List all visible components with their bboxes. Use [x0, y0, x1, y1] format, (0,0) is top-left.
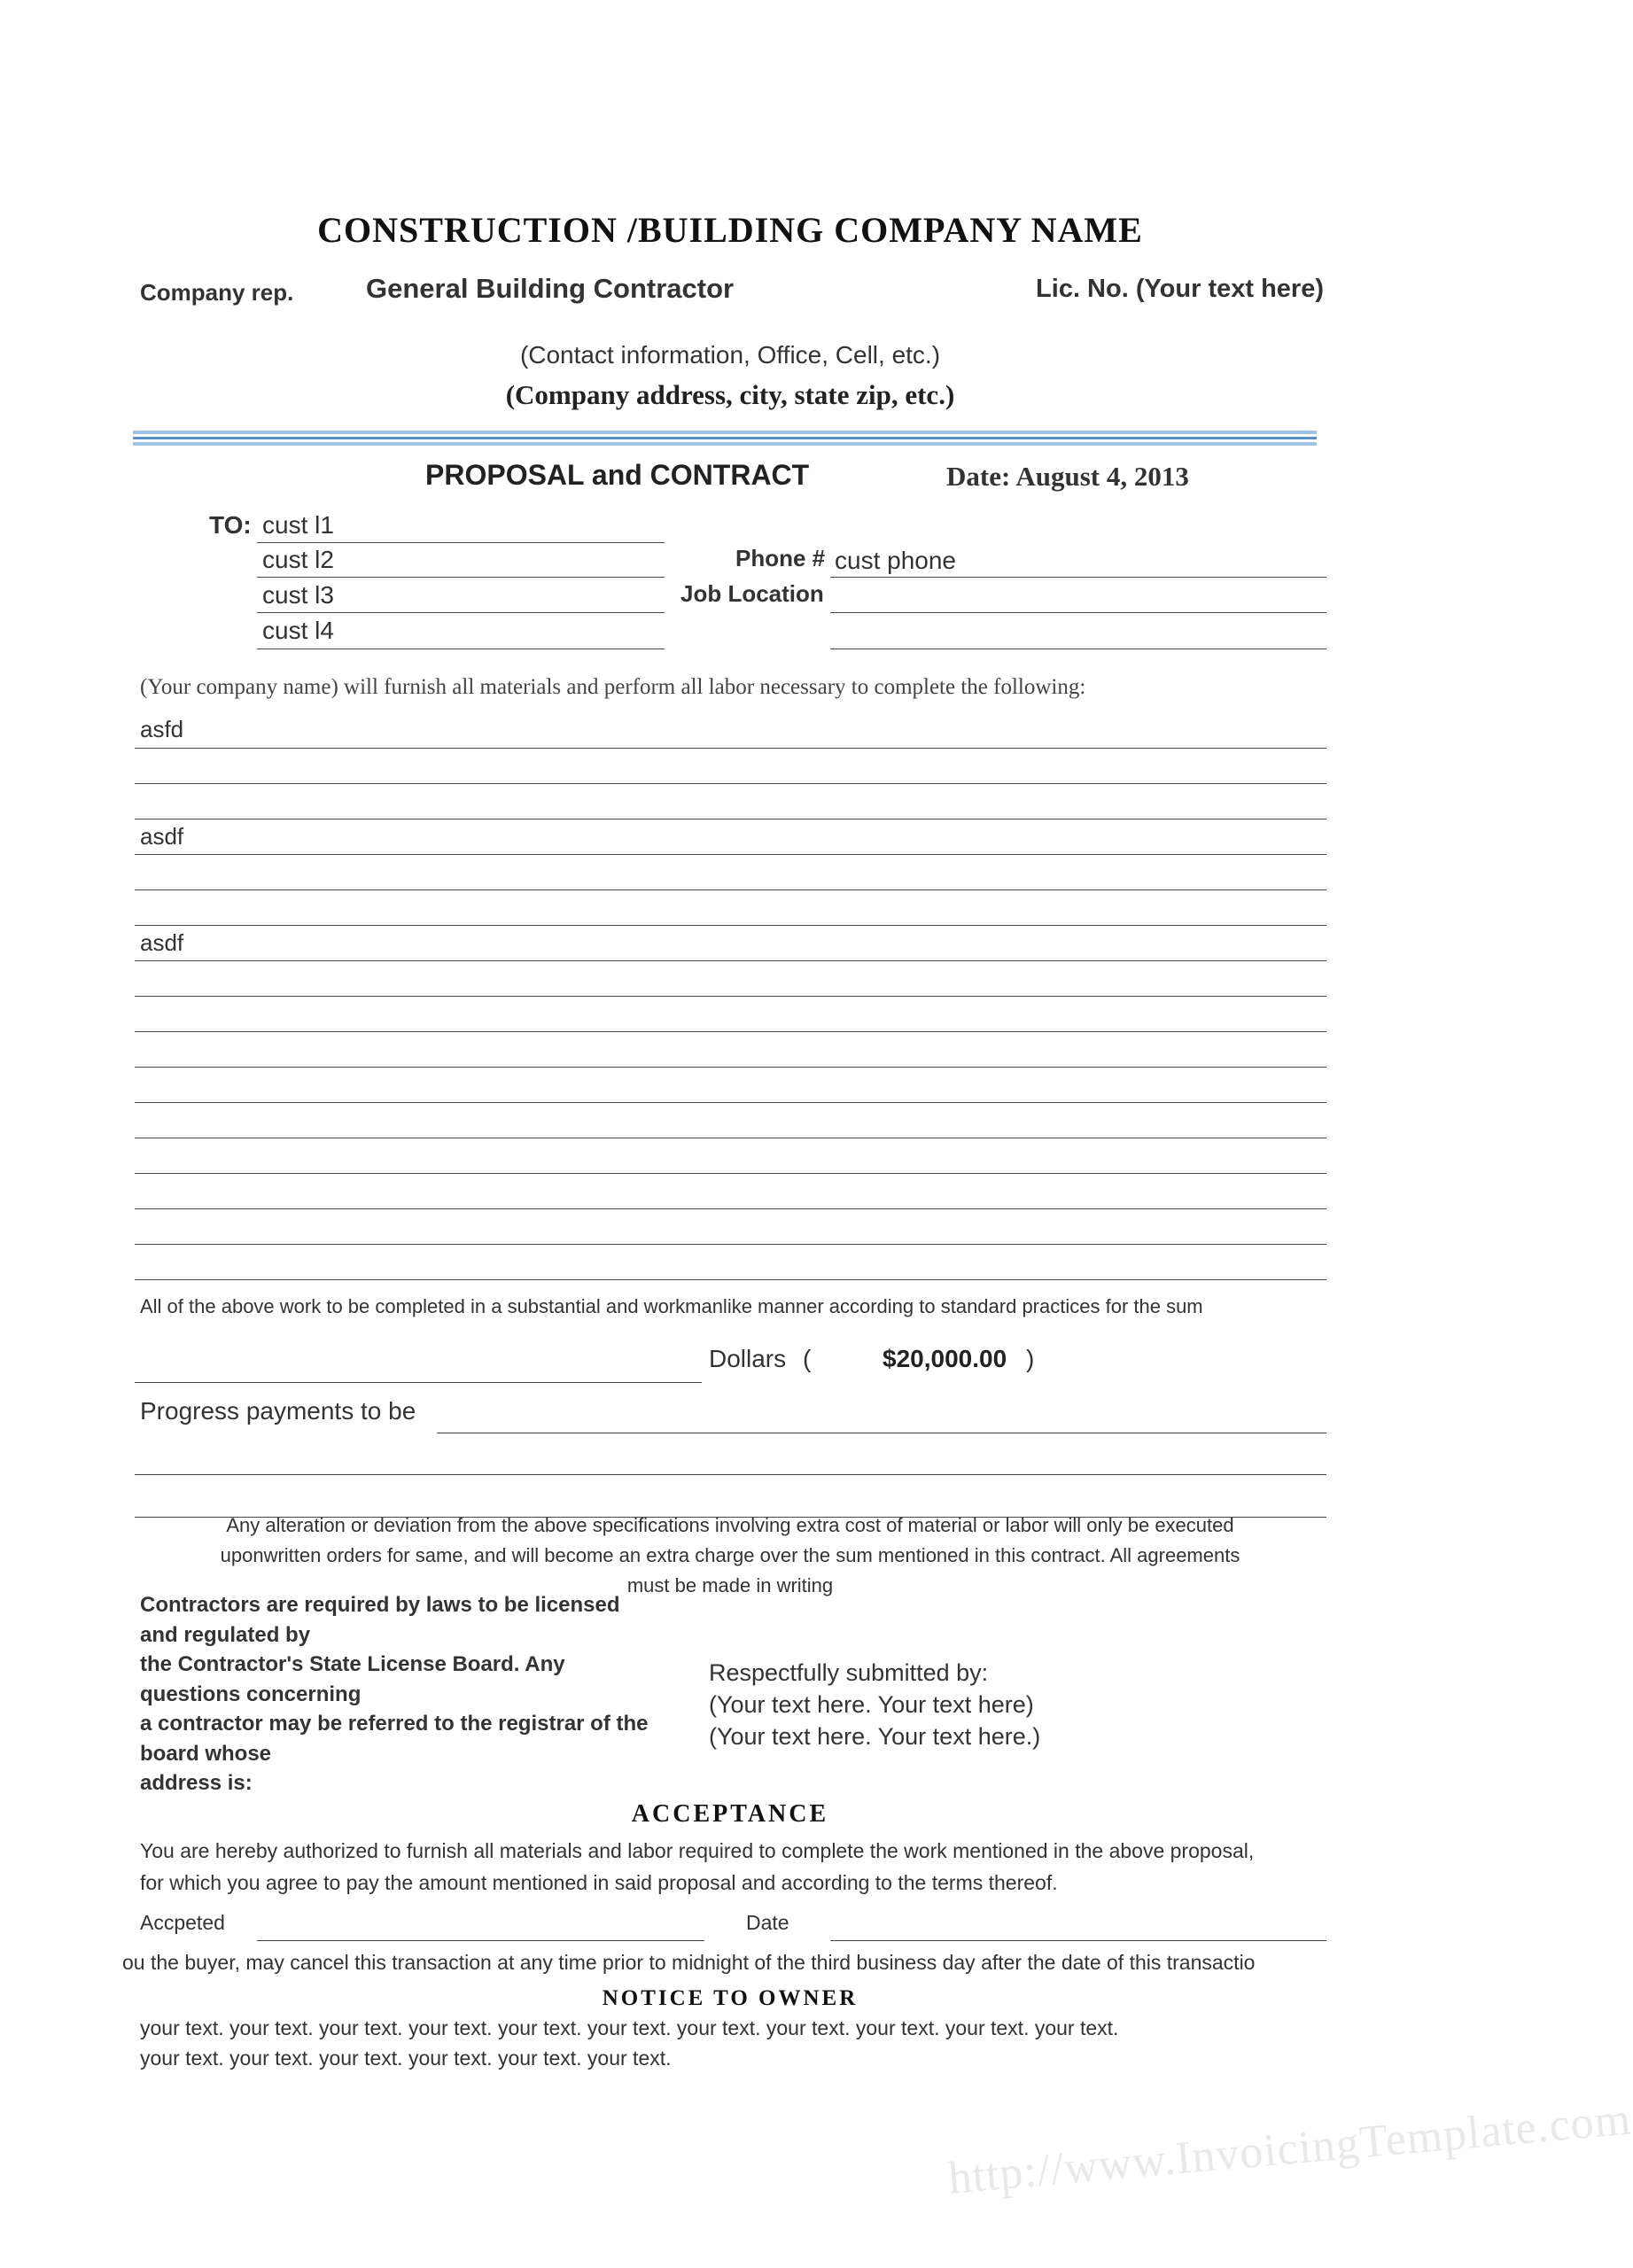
acceptance-date-line[interactable]: [830, 1940, 1326, 1941]
proposal-title: PROPOSAL and CONTRACT: [425, 459, 810, 491]
phone-label: Phone #: [735, 545, 826, 571]
scope-item-3[interactable]: asdf: [140, 929, 184, 956]
license-number: Lic. No. (Your text here): [1036, 275, 1324, 303]
license-board-line: board whose: [140, 1741, 272, 1766]
company-rep-label: Company rep.: [140, 279, 294, 306]
job-location-label: Job Location: [680, 580, 824, 607]
scope-line: [135, 996, 1326, 997]
scope-line: [135, 960, 1326, 961]
scope-line: [135, 1031, 1326, 1032]
scope-item-2[interactable]: asdf: [140, 823, 184, 850]
notice-text-line-1: your text. your text. your text. your text. your text. your text. your text. your text. your text. your text. your text.: [140, 2016, 1119, 2039]
proposal-date: Date: August 4, 2013: [946, 461, 1189, 492]
header-divider-bottom: [133, 442, 1317, 446]
scope-line: [135, 889, 1326, 890]
submitted-by-line-2[interactable]: (Your text here. Your text here.): [709, 1723, 1041, 1750]
alteration-line-1: Any alteration or deviation from the above specifications involving extra cost of material or labor will only be executed: [226, 1514, 1234, 1536]
company-rep-value: General Building Contractor: [366, 273, 735, 304]
acceptance-text-line-2: for which you agree to pay the amount mentioned in said proposal and according to the terms thereof.: [140, 1871, 1058, 1894]
progress-payments-line-2[interactable]: [135, 1474, 1326, 1475]
sum-words-underline[interactable]: [135, 1382, 702, 1383]
acceptance-heading: ACCEPTANCE: [631, 1800, 829, 1828]
amount-paren-open: (: [803, 1345, 812, 1372]
customer-line-3[interactable]: cust l3: [262, 581, 334, 609]
scope-intro: (Your company name) will furnish all materials and perform all labor necessary to complete the following:: [140, 675, 1086, 699]
license-board-notice: [140, 1590, 707, 1795]
scope-line: [135, 1102, 1326, 1103]
alteration-line-3: must be made in writing: [626, 1574, 834, 1596]
company-address: (Company address, city, state zip, etc.): [505, 379, 955, 410]
acceptance-text-line-1: You are hereby authorized to furnish all materials and labor required to complete the work mentioned in the above proposal,: [140, 1839, 1255, 1862]
license-board-line: address is:: [140, 1771, 253, 1795]
progress-payments-label: Progress payments to be: [140, 1397, 416, 1425]
scope-line: [135, 748, 1326, 749]
notice-text-line-2: your text. your text. your text. your text. your text. your text.: [140, 2047, 672, 2070]
scope-line: [135, 1067, 1326, 1068]
phone-field[interactable]: cust phone: [835, 547, 956, 574]
job-location-underline-1[interactable]: [830, 612, 1326, 613]
cancellation-notice: [122, 1949, 1325, 1979]
contract-amount[interactable]: $20,000.00: [883, 1345, 1007, 1372]
contact-info: (Contact information, Office, Cell, etc.): [519, 341, 941, 369]
license-board-line: Contractors are required by laws to be licensed: [140, 1593, 620, 1617]
scope-line: [135, 1173, 1326, 1174]
scope-line: [135, 1279, 1326, 1280]
dollars-label: Dollars: [709, 1345, 787, 1372]
accepted-signature-line[interactable]: [257, 1940, 704, 1941]
submitted-by-label: Respectfully submitted by:: [709, 1659, 989, 1686]
customer-line-1-underline: [257, 542, 665, 543]
header-divider-center: [133, 437, 1317, 439]
license-board-line: the Contractor's State License Board. Any: [140, 1652, 565, 1676]
cancellation-text: ou the buyer, may cancel this transaction at any time prior to midnight of the third business day after the date of this transactio: [122, 1951, 1256, 1974]
alteration-line-2: uponwritten orders for same, and will become an extra charge over the sum mentioned in this contract. All agreements: [220, 1544, 1240, 1566]
scope-line: [135, 1208, 1326, 1209]
accepted-label: Accpeted: [140, 1911, 225, 1934]
customer-line-3-underline: [257, 612, 665, 613]
submitted-by-line-1[interactable]: (Your text here. Your text here): [709, 1691, 1034, 1718]
notice-to-owner-heading: NOTICE TO OWNER: [602, 1986, 859, 2010]
company-name: CONSTRUCTION /BUILDING COMPANY NAME: [317, 210, 1143, 250]
amount-paren-close: ): [1026, 1345, 1035, 1372]
scope-line: [135, 783, 1326, 784]
acceptance-date-label: Date: [746, 1911, 789, 1934]
customer-line-1[interactable]: cust l1: [262, 511, 334, 539]
license-board-line: questions concerning: [140, 1682, 362, 1706]
customer-line-2-underline: [257, 577, 665, 578]
scope-line: [135, 925, 1326, 926]
license-board-line: a contractor may be referred to the registrar of the: [140, 1712, 649, 1736]
to-label: TO:: [209, 511, 252, 539]
sum-statement: All of the above work to be completed in a substantial and workmanlike manner according to standard practices for the sum: [140, 1295, 1203, 1317]
header-divider: [133, 431, 1317, 434]
alteration-terms: [133, 1512, 1317, 1596]
watermark: http://www.InvoicingTemplate.com: [946, 2093, 1633, 2204]
license-board-line: and regulated by: [140, 1622, 311, 1647]
customer-line-4[interactable]: cust l4: [262, 617, 334, 644]
scope-line: [135, 1244, 1326, 1245]
scope-item-1[interactable]: asfd: [140, 716, 184, 742]
phone-underline: [830, 577, 1326, 578]
scope-line: [135, 854, 1326, 855]
customer-line-2[interactable]: cust l2: [262, 546, 334, 573]
